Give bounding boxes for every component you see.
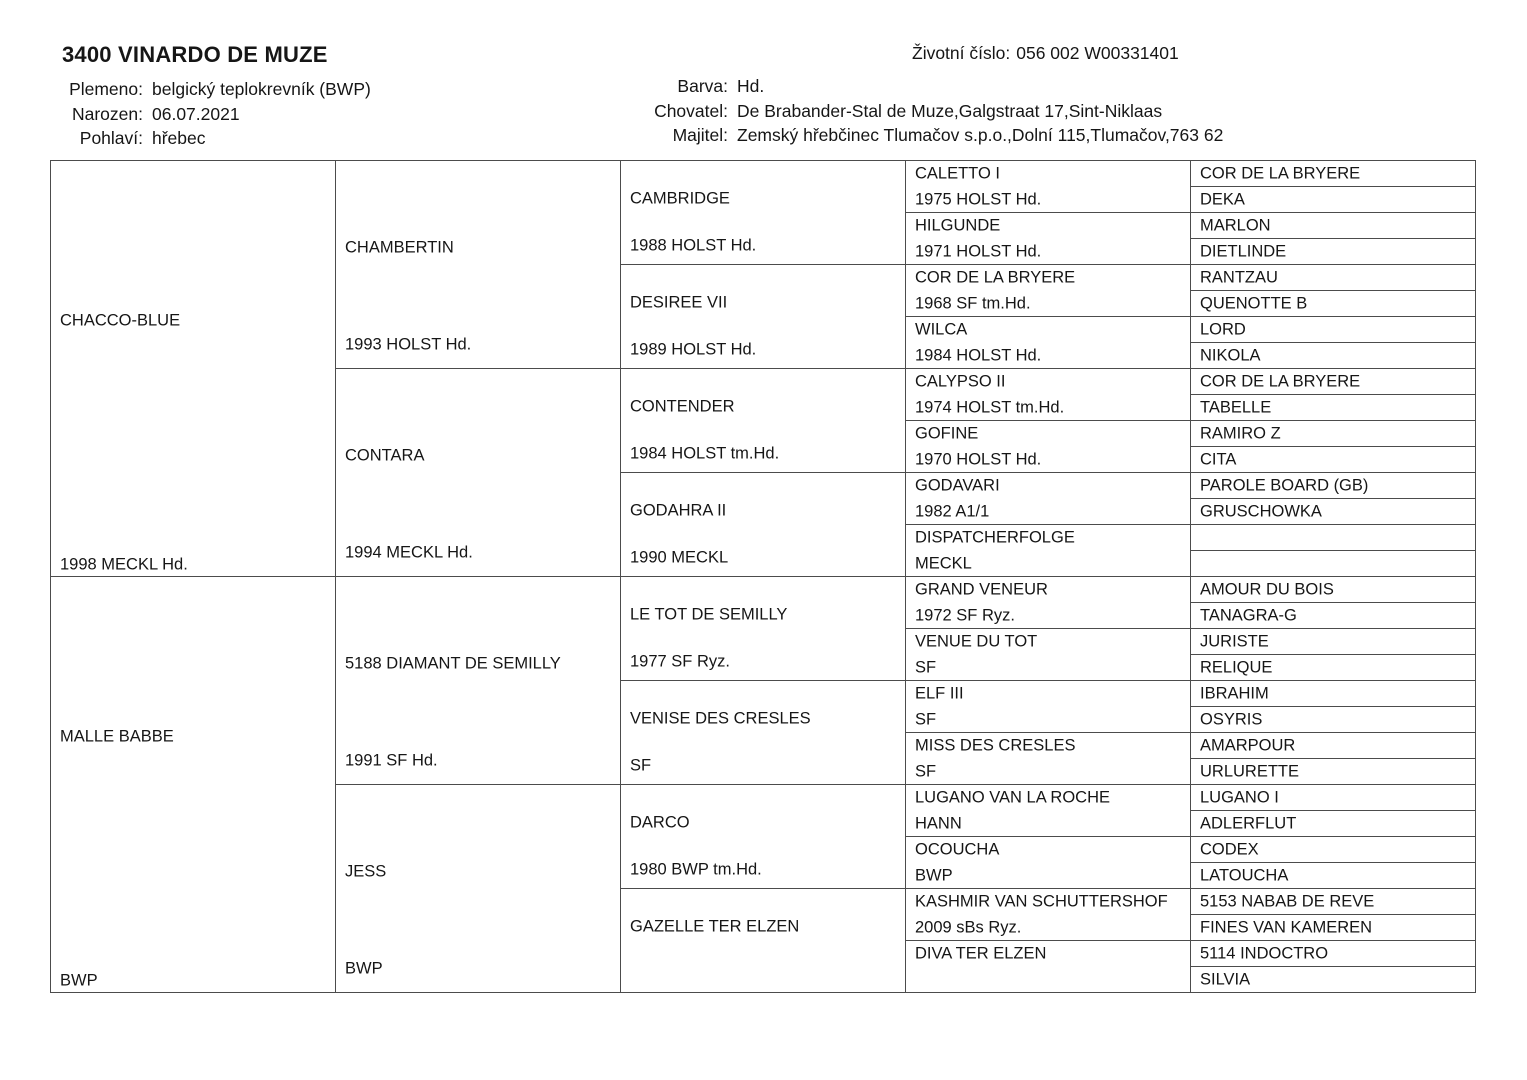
pedigree-cell bbox=[621, 577, 906, 681]
horse-name: MALLE BABBE bbox=[60, 727, 174, 746]
horse-detail: 1984 HOLST Hd. bbox=[915, 346, 1042, 365]
field-value: Zemský hřebčinec Tlumačov s.p.o.,Dolní 115,Tlumačov,763 62 bbox=[737, 125, 1224, 146]
pedigree-cell bbox=[1191, 811, 1476, 837]
horse-name: PAROLE BOARD (GB) bbox=[1200, 476, 1369, 495]
pedigree-cell bbox=[906, 421, 1191, 473]
horse-name: COR DE LA BRYERE bbox=[1200, 372, 1361, 391]
pedigree-cell bbox=[906, 317, 1191, 369]
horse-name: LE TOT DE SEMILLY bbox=[630, 605, 788, 624]
horse-name: DESIREE VII bbox=[630, 293, 728, 312]
pedigree-cell bbox=[621, 265, 906, 369]
horse-name: GRAND VENEUR bbox=[915, 580, 1048, 599]
horse-detail: 1994 MECKL Hd. bbox=[345, 543, 473, 562]
horse-name: DISPATCHERFOLGE bbox=[915, 528, 1075, 547]
horse-name: WILCA bbox=[915, 320, 968, 339]
page-title: 3400 VINARDO DE MUZE bbox=[62, 42, 328, 67]
horse-name: AMOUR DU BOIS bbox=[1200, 580, 1334, 599]
pedigree-cell bbox=[906, 629, 1191, 681]
horse-detail: 1977 SF Ryz. bbox=[630, 652, 730, 671]
pedigree-cell bbox=[1191, 889, 1476, 915]
pedigree-cell bbox=[1191, 577, 1476, 603]
field-value: hřebec bbox=[152, 128, 206, 149]
horse-detail: 1972 SF Ryz. bbox=[915, 606, 1015, 625]
pedigree-cell bbox=[1191, 551, 1476, 577]
horse-detail: BWP bbox=[345, 959, 383, 978]
horse-name: CONTARA bbox=[345, 446, 425, 465]
horse-name: SILVIA bbox=[1200, 970, 1251, 989]
horse-detail: 1984 HOLST tm.Hd. bbox=[630, 444, 780, 463]
horse-name: HILGUNDE bbox=[915, 216, 1001, 235]
pedigree-cell bbox=[906, 161, 1191, 213]
horse-name: GAZELLE TER ELZEN bbox=[630, 917, 800, 936]
horse-name: RAMIRO Z bbox=[1200, 424, 1281, 443]
pedigree-cell bbox=[621, 889, 906, 993]
horse-detail: BWP bbox=[915, 866, 953, 885]
horse-name: OCOUCHA bbox=[915, 840, 1000, 859]
pedigree-cell bbox=[1191, 291, 1476, 317]
pedigree-cell bbox=[1191, 863, 1476, 889]
horse-name: GRUSCHOWKA bbox=[1200, 502, 1322, 521]
field-value: Hd. bbox=[737, 75, 765, 96]
pedigree-cell bbox=[1191, 447, 1476, 473]
horse-name: GOFINE bbox=[915, 424, 979, 443]
field-label: Plemeno: bbox=[69, 78, 143, 99]
pedigree-cell bbox=[621, 681, 906, 785]
horse-detail: 2009 sBs Ryz. bbox=[915, 918, 1022, 937]
horse-name: URLURETTE bbox=[1200, 762, 1300, 781]
horse-name: VENISE DES CRESLES bbox=[630, 709, 811, 728]
pedigree-table bbox=[50, 160, 1476, 993]
pedigree-cell bbox=[1191, 213, 1476, 239]
horse-name: ADLERFLUT bbox=[1200, 814, 1297, 833]
horse-name: LUGANO VAN LA ROCHE bbox=[915, 788, 1110, 807]
horse-name: MARLON bbox=[1200, 216, 1271, 235]
pedigree-cell bbox=[51, 161, 336, 577]
pedigree-cell bbox=[906, 785, 1191, 837]
info-block-left bbox=[62, 77, 371, 151]
pedigree-cell bbox=[1191, 239, 1476, 265]
pedigree-cell bbox=[906, 837, 1191, 889]
horse-name: QUENOTTE B bbox=[1200, 294, 1308, 313]
pedigree-cell bbox=[51, 577, 336, 993]
pedigree-cell bbox=[1191, 265, 1476, 291]
horse-detail: 1990 MECKL bbox=[630, 548, 729, 567]
horse-name: NIKOLA bbox=[1200, 346, 1261, 365]
info-field bbox=[500, 74, 1223, 99]
pedigree-cell bbox=[906, 577, 1191, 629]
field-value: De Brabander-Stal de Muze,Galgstraat 17,Sint-Niklaas bbox=[737, 100, 1163, 121]
info-field bbox=[62, 126, 371, 151]
horse-detail: 1993 HOLST Hd. bbox=[345, 335, 472, 354]
horse-detail: BWP bbox=[60, 971, 98, 990]
horse-detail: 1982 A1/1 bbox=[915, 502, 990, 521]
horse-name: DIETLINDE bbox=[1200, 242, 1287, 261]
pedigree-cell bbox=[1191, 499, 1476, 525]
pedigree-cell bbox=[1191, 395, 1476, 421]
pedigree-cell bbox=[1191, 655, 1476, 681]
horse-name: MISS DES CRESLES bbox=[915, 736, 1076, 755]
info-field bbox=[62, 77, 371, 102]
horse-detail: SF bbox=[630, 756, 652, 775]
horse-detail: SF bbox=[915, 710, 937, 729]
pedigree-cell bbox=[1191, 603, 1476, 629]
horse-name: LUGANO I bbox=[1200, 788, 1279, 807]
pedigree-cell bbox=[1191, 733, 1476, 759]
horse-name: TABELLE bbox=[1200, 398, 1272, 417]
horse-name: AMARPOUR bbox=[1200, 736, 1296, 755]
horse-name: FINES VAN KAMEREN bbox=[1200, 918, 1373, 937]
horse-detail: 1971 HOLST Hd. bbox=[915, 242, 1042, 261]
pedigree-cell bbox=[336, 577, 621, 785]
horse-name: LORD bbox=[1200, 320, 1246, 339]
horse-name: CODEX bbox=[1200, 840, 1259, 859]
horse-name: 5153 NABAB DE REVE bbox=[1200, 892, 1375, 911]
horse-detail: 1968 SF tm.Hd. bbox=[915, 294, 1031, 313]
pedigree-cell bbox=[1191, 629, 1476, 655]
horse-detail: HANN bbox=[915, 814, 962, 833]
life-number bbox=[912, 43, 1179, 64]
pedigree-cell bbox=[1191, 343, 1476, 369]
pedigree-cell bbox=[621, 785, 906, 889]
pedigree-cell bbox=[1191, 187, 1476, 213]
pedigree-cell bbox=[906, 525, 1191, 577]
field-value: belgický teplokrevník (BWP) bbox=[152, 78, 371, 99]
pedigree-cell bbox=[1191, 681, 1476, 707]
horse-name: COR DE LA BRYERE bbox=[1200, 164, 1361, 183]
info-block-right bbox=[500, 74, 1223, 148]
pedigree-cell bbox=[906, 473, 1191, 525]
pedigree-cell bbox=[1191, 161, 1476, 187]
field-value: 06.07.2021 bbox=[152, 103, 240, 124]
pedigree-cell bbox=[906, 369, 1191, 421]
horse-name: ELF III bbox=[915, 684, 964, 703]
horse-detail: 1989 HOLST Hd. bbox=[630, 340, 757, 359]
horse-name: IBRAHIM bbox=[1200, 684, 1269, 703]
horse-detail: 1975 HOLST Hd. bbox=[915, 190, 1042, 209]
pedigree-cell bbox=[1191, 525, 1476, 551]
pedigree-cell bbox=[621, 473, 906, 577]
pedigree-cell bbox=[621, 369, 906, 473]
pedigree-cell bbox=[1191, 967, 1476, 993]
pedigree-cell bbox=[906, 213, 1191, 265]
field-label: Pohlaví: bbox=[79, 128, 143, 149]
horse-name: DEKA bbox=[1200, 190, 1245, 209]
horse-name: CONTENDER bbox=[630, 397, 735, 416]
horse-name: LATOUCHA bbox=[1200, 866, 1289, 885]
horse-detail: 1980 BWP tm.Hd. bbox=[630, 860, 762, 879]
pedigree-cell bbox=[621, 161, 906, 265]
horse-name: CALETTO I bbox=[915, 164, 1000, 183]
pedigree-cell bbox=[906, 941, 1191, 993]
pedigree-cell bbox=[1191, 941, 1476, 967]
field-label: Chovatel: bbox=[654, 100, 728, 121]
pedigree-cell bbox=[1191, 759, 1476, 785]
horse-name: RELIQUE bbox=[1200, 658, 1273, 677]
horse-name: VENUE DU TOT bbox=[915, 632, 1038, 651]
field-label: Majitel: bbox=[672, 125, 728, 146]
horse-detail: 1991 SF Hd. bbox=[345, 751, 438, 770]
life-number-label: Životní číslo: bbox=[912, 43, 1011, 63]
pedigree-cell bbox=[906, 889, 1191, 941]
horse-name: CHAMBERTIN bbox=[345, 238, 454, 257]
horse-name: TANAGRA-G bbox=[1200, 606, 1297, 625]
pedigree-cell bbox=[336, 785, 621, 993]
horse-name: OSYRIS bbox=[1200, 710, 1263, 729]
pedigree-cell bbox=[336, 161, 621, 369]
horse-name: CALYPSO II bbox=[915, 372, 1006, 391]
horse-name: CITA bbox=[1200, 450, 1237, 469]
horse-name: JURISTE bbox=[1200, 632, 1269, 651]
horse-detail: 1970 HOLST Hd. bbox=[915, 450, 1042, 469]
pedigree-cell bbox=[1191, 421, 1476, 447]
horse-detail: 1974 HOLST tm.Hd. bbox=[915, 398, 1065, 417]
horse-detail: MECKL bbox=[915, 554, 972, 573]
pedigree-cell bbox=[1191, 915, 1476, 941]
pedigree-cell bbox=[1191, 837, 1476, 863]
horse-name: GODAVARI bbox=[915, 476, 1000, 495]
info-field bbox=[500, 99, 1223, 124]
horse-name: COR DE LA BRYERE bbox=[915, 268, 1076, 287]
pedigree-cell bbox=[1191, 707, 1476, 733]
info-field bbox=[62, 102, 371, 127]
horse-name: GODAHRA II bbox=[630, 501, 727, 520]
horse-name: DARCO bbox=[630, 813, 690, 832]
horse-name: 5114 INDOCTRO bbox=[1200, 944, 1329, 963]
pedigree-cell bbox=[1191, 785, 1476, 811]
horse-name: CAMBRIDGE bbox=[630, 189, 730, 208]
horse-name: RANTZAU bbox=[1200, 268, 1278, 287]
horse-detail: 1998 MECKL Hd. bbox=[60, 555, 188, 574]
pedigree-cell bbox=[906, 265, 1191, 317]
pedigree-cell bbox=[1191, 473, 1476, 499]
horse-name: KASHMIR VAN SCHUTTERSHOF bbox=[915, 892, 1168, 911]
pedigree-cell bbox=[1191, 317, 1476, 343]
horse-detail: SF bbox=[915, 762, 937, 781]
horse-name: DIVA TER ELZEN bbox=[915, 944, 1047, 963]
horse-detail: 1988 HOLST Hd. bbox=[630, 236, 757, 255]
life-number-value: 056 002 W00331401 bbox=[1016, 43, 1179, 63]
field-label: Narozen: bbox=[71, 103, 143, 124]
horse-name: 5188 DIAMANT DE SEMILLY bbox=[345, 654, 561, 673]
info-field bbox=[500, 123, 1223, 148]
horse-detail: SF bbox=[915, 658, 937, 677]
pedigree-cell bbox=[1191, 369, 1476, 395]
horse-name: CHACCO-BLUE bbox=[60, 311, 181, 330]
field-label: Barva: bbox=[677, 75, 728, 96]
horse-name: JESS bbox=[345, 862, 387, 881]
pedigree-cell bbox=[906, 733, 1191, 785]
pedigree-cell bbox=[906, 681, 1191, 733]
pedigree-cell bbox=[336, 369, 621, 577]
